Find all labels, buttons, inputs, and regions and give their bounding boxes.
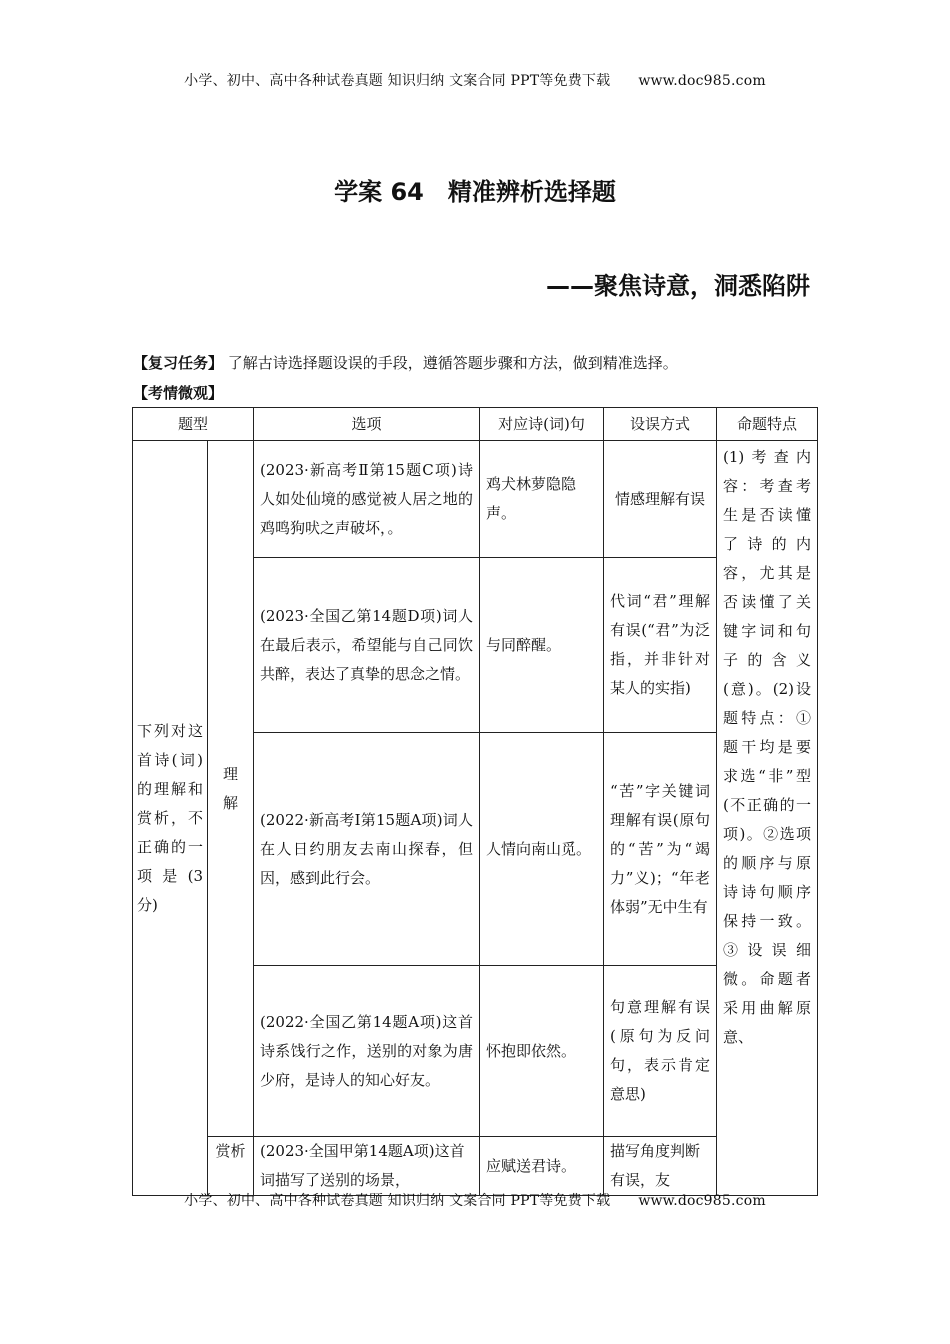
table-header: 对应诗(词)句 <box>480 408 604 441</box>
header-site: www.doc985.com <box>638 73 766 89</box>
table-header: 题型 <box>133 408 254 441</box>
option-cell: (2022·全国乙第14题A项)这首诗系饯行之作，送别的对象为唐少府，是诗人的知心好友。 <box>254 966 480 1137</box>
page-title: 学案 64 精准辨析选择题 <box>334 178 616 206</box>
error-method-cell: 句意理解有误(原句为反问句，表示肯定意思) <box>604 966 717 1137</box>
poem-line-cell: 怀抱即依然。 <box>480 966 604 1137</box>
option-cell: (2023·全国乙第14题D项)词人在最后表示，希望能与自己同饮共醉，表达了真挚的思念之情。 <box>254 558 480 733</box>
review-task-text: 了解古诗选择题设误的手段，遵循答题步骤和方法，做到精准选择。 <box>227 354 678 372</box>
page-footer <box>0 1190 950 1210</box>
subtype-appreciate <box>208 1137 254 1196</box>
subtype-understand <box>208 441 254 1137</box>
footer-text: 小学、初中、高中各种试卷真题 知识归纳 文案合同 PPT等免费下载 <box>184 1193 611 1209</box>
exam-micro-label: 【考情微观】 <box>133 384 224 402</box>
poem-line-cell: 鸡犬林萝隐隐声。 <box>480 441 604 558</box>
header-text: 小学、初中、高中各种试卷真题 知识归纳 文案合同 PPT等免费下载 <box>184 73 611 89</box>
error-method-cell: 情感理解有误 <box>604 441 717 558</box>
page-subtitle: ——聚焦诗意，洞悉陷阱 <box>546 272 810 300</box>
footer-site: www.doc985.com <box>638 1193 766 1209</box>
table-row <box>133 441 818 558</box>
error-method-cell: 描写角度判断有误，友 <box>604 1137 717 1196</box>
page-header <box>0 70 950 90</box>
error-method-cell: “苦”字关键词理解有误(原句的“苦”为“竭力”义)；“年老体弱”无中生有 <box>604 733 717 966</box>
option-cell: (2023·全国甲第14题A项)这首词描写了送别的场景， <box>254 1137 480 1196</box>
table-header-row <box>133 408 818 441</box>
error-method-cell: 代词“君”理解有误(“君”为泛指，并非针对某人的实指) <box>604 558 717 733</box>
table-row <box>133 1137 818 1196</box>
option-cell: (2023·新高考Ⅱ第15题C项)诗人如处仙境的感觉被人居之地的鸡鸣狗吠之声破坏，。 <box>254 441 480 558</box>
table-header: 设误方式 <box>604 408 717 441</box>
features-cell: (1)考查内容：考查考生是否读懂了诗的内容，尤其是否读懂了关键字词和句子的含义(意)。(2)设题特点：①题干均是要求选“非”型(不正确的一项)。②选项的顺序与原诗诗句顺序保持一致。③设误细微。命题者采用曲解原意、 <box>717 441 818 1196</box>
option-cell: (2022·新高考Ⅰ第15题A项)词人在人日约朋友去南山探春，但因，感到此行会。 <box>254 733 480 966</box>
question-type-cell: 下列对这首诗(词)的理解和赏析，不正确的一项是(3分) <box>133 441 208 1196</box>
subtype-appreciate-label: 赏析 <box>215 1142 246 1160</box>
table-header: 命题特点 <box>717 408 818 441</box>
review-task <box>133 352 678 373</box>
review-task-label: 【复习任务】 <box>133 354 224 372</box>
poem-line-cell: 应赋送君诗。 <box>480 1137 604 1196</box>
poem-line-cell: 人情向南山觅。 <box>480 733 604 966</box>
poem-line-cell: 与同醉醒。 <box>480 558 604 733</box>
subtype-understand-label: 理解 <box>222 764 238 812</box>
table-header: 选项 <box>254 408 480 441</box>
exam-analysis-table <box>132 407 818 1196</box>
